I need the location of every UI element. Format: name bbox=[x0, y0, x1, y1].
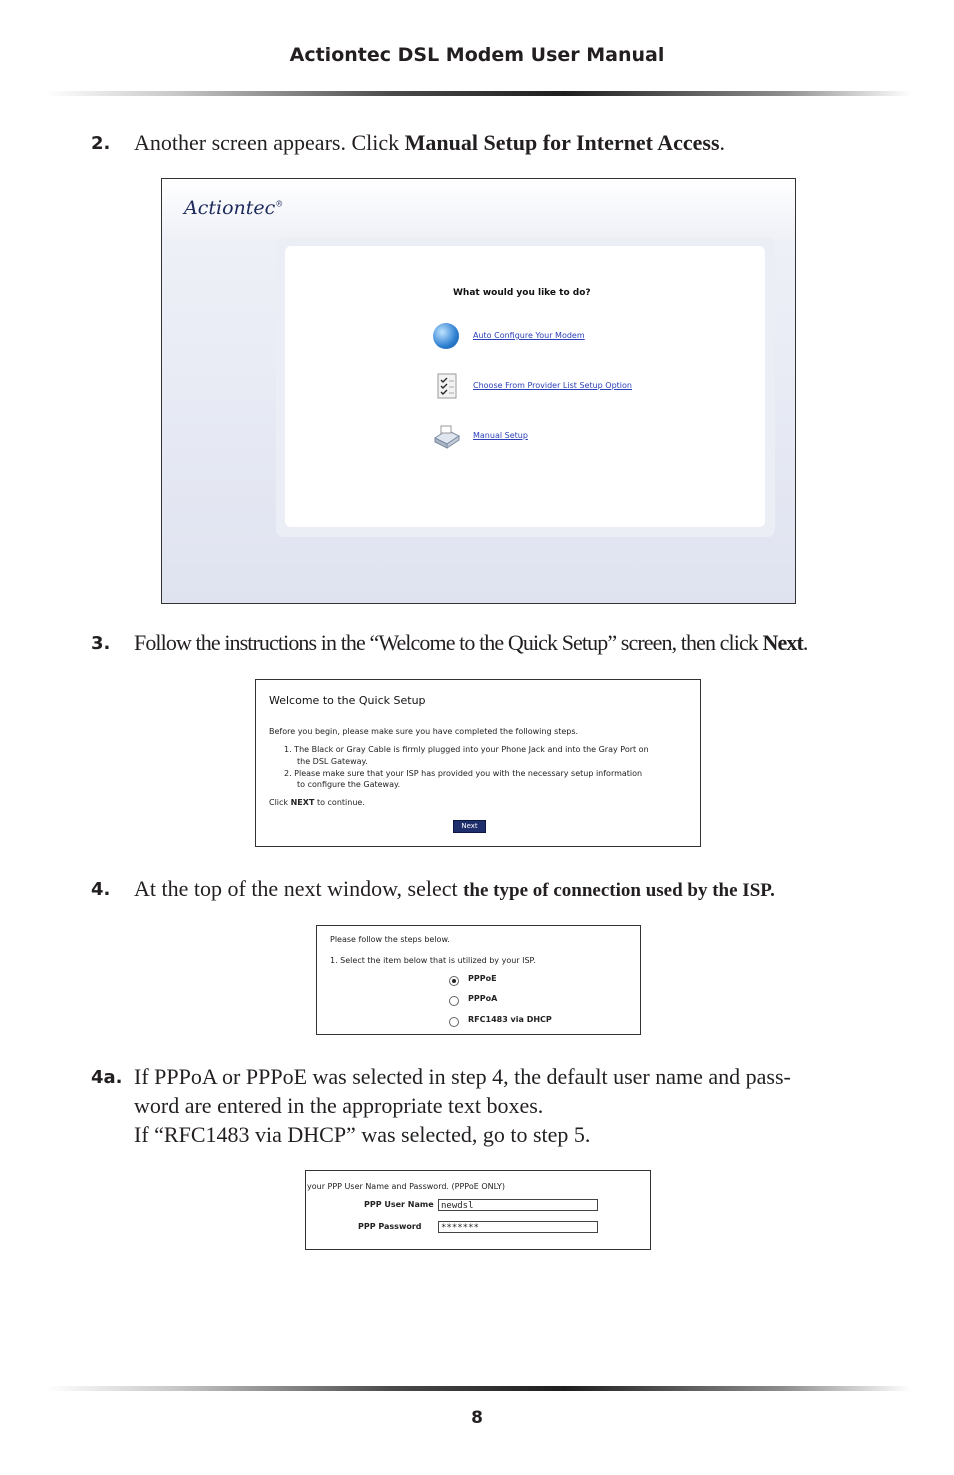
step-4a-line-3: If “RFC1483 via DHCP” was selected, go to step 5. bbox=[134, 1122, 591, 1147]
screenshot-quick-setup bbox=[255, 679, 701, 847]
radio-pppoa-label: PPPoA bbox=[468, 994, 498, 1003]
step-4a-number: 4a. bbox=[91, 1067, 123, 1088]
steps-instruction: Please follow the steps below. bbox=[330, 935, 450, 944]
setup-question: What would you like to do? bbox=[453, 288, 591, 298]
step-4a-line-2: word are entered in the appropriate text boxes. bbox=[134, 1093, 544, 1118]
radio-rfc1483[interactable] bbox=[449, 1017, 459, 1027]
step-2-text: Another screen appears. Click Manual Setup for Internet Access. bbox=[134, 130, 726, 155]
option-provider-list-label[interactable]: Choose From Provider List Setup Option bbox=[473, 381, 632, 390]
page-number: 8 bbox=[471, 1408, 483, 1428]
globe-icon bbox=[433, 323, 459, 349]
select-isp-instruction: 1. Select the item below that is utilized by your ISP. bbox=[330, 956, 536, 965]
option-provider-list[interactable] bbox=[433, 372, 693, 402]
quick-setup-title: Welcome to the Quick Setup bbox=[269, 694, 426, 707]
ppp-credentials-header: your PPP User Name and Password. (PPPoE ONLY) bbox=[307, 1182, 505, 1191]
ppp-password-field[interactable]: ******* bbox=[438, 1221, 598, 1233]
radio-pppoa[interactable] bbox=[449, 996, 459, 1006]
quick-setup-item-2-cont: to configure the Gateway. bbox=[297, 780, 401, 789]
options-panel-frame bbox=[276, 237, 775, 537]
scanner-icon bbox=[433, 424, 461, 450]
quick-setup-click-next: Click NEXT to continue. bbox=[269, 798, 365, 807]
step-4a-line-1: If PPPoA or PPPoE was selected in step 4, the default user name and pass- bbox=[134, 1064, 791, 1089]
ppp-password-label: PPP Password bbox=[358, 1222, 422, 1231]
ppp-username-field[interactable]: newdsl bbox=[438, 1199, 598, 1211]
step-3-number: 3. bbox=[91, 633, 111, 654]
footer-rule bbox=[45, 1386, 911, 1391]
options-panel bbox=[285, 246, 765, 527]
quick-setup-item-1-cont: the DSL Gateway. bbox=[297, 757, 368, 766]
screenshot-setup-choice bbox=[161, 178, 796, 604]
step-2-number: 2. bbox=[91, 133, 111, 154]
option-manual-setup-label[interactable]: Manual Setup bbox=[473, 431, 528, 440]
option-auto-configure[interactable] bbox=[433, 322, 683, 352]
header-rule bbox=[45, 91, 911, 96]
radio-pppoe[interactable] bbox=[449, 976, 459, 986]
actiontec-logo: Actiontec® bbox=[184, 197, 284, 219]
page-header-title: Actiontec DSL Modem User Manual bbox=[289, 44, 665, 66]
quick-setup-intro: Before you begin, please make sure you have completed the following steps. bbox=[269, 727, 579, 736]
radio-pppoe-label: PPPoE bbox=[468, 974, 497, 983]
step-4-text: At the top of the next window, select the type of connection used by the ISP. bbox=[134, 876, 775, 901]
screenshot-ppp-credentials bbox=[305, 1170, 651, 1250]
option-auto-configure-label[interactable]: Auto Configure Your Modem bbox=[473, 331, 585, 340]
next-button[interactable]: Next bbox=[453, 820, 486, 833]
option-manual-setup[interactable] bbox=[433, 422, 633, 452]
quick-setup-item-2: 2. Please make sure that your ISP has provided you with the necessary setup information bbox=[284, 769, 643, 778]
quick-setup-item-1: 1. The Black or Gray Cable is firmly plugged into your Phone Jack and into the Gray Port on bbox=[284, 745, 649, 754]
step-4-number: 4. bbox=[91, 879, 111, 900]
radio-rfc1483-label: RFC1483 via DHCP bbox=[468, 1015, 552, 1024]
ppp-username-label: PPP User Name bbox=[364, 1200, 434, 1209]
screenshot-connection-type bbox=[316, 925, 641, 1035]
step-3-text: Follow the instructions in the “Welcome to the Quick Setup” screen, then click Next. bbox=[134, 630, 808, 655]
checklist-icon bbox=[435, 372, 459, 400]
